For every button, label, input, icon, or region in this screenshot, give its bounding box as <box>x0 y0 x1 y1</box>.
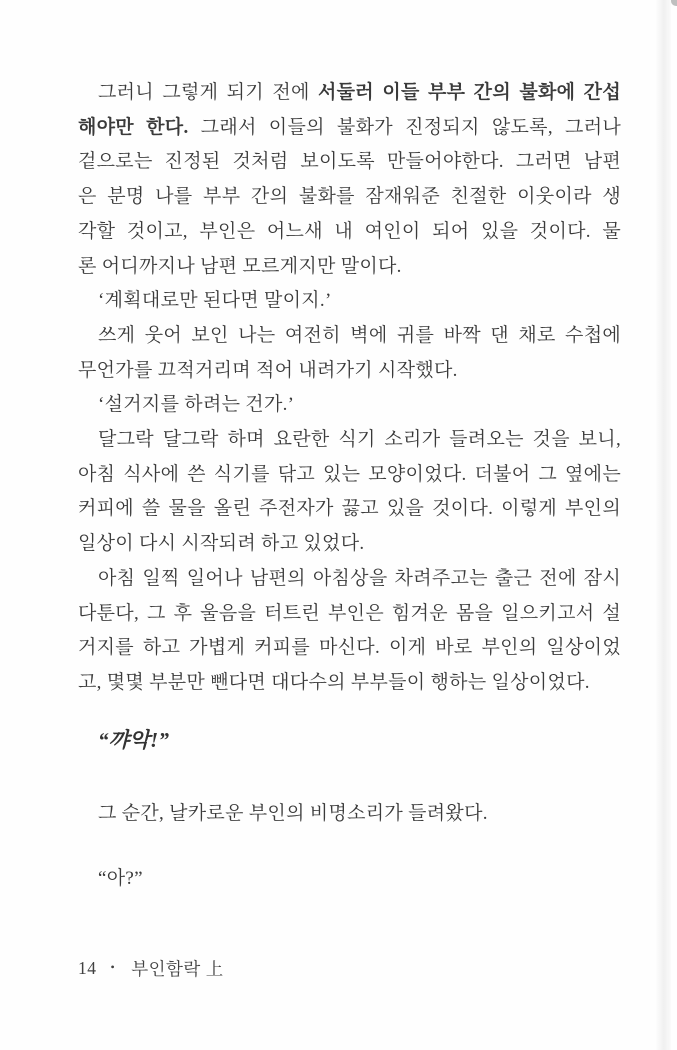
text-segment: 론 어디까지나 남편 모르게지만 말이다. <box>78 255 402 277</box>
paragraph <box>78 319 621 388</box>
text-line <box>78 597 621 632</box>
page-text <box>78 76 621 897</box>
text-line <box>78 180 621 215</box>
text-line <box>78 723 621 758</box>
text-segment: 아침 식사에 쓴 식기를 닦고 있는 모양이었다. 더불어 그 옆에는 <box>78 463 621 485</box>
text-line <box>78 666 621 701</box>
text-segment: 커피에 쓸 물을 올린 주전자가 끓고 있을 것이다. 이렇게 부인의 <box>78 498 621 520</box>
text-segment: 서둘러 이들 부부 간의 불화에 간섭 <box>318 82 621 103</box>
text-line <box>78 76 621 111</box>
text-line <box>78 319 621 354</box>
text-segment: “아?” <box>98 868 143 890</box>
paragraph <box>78 562 621 701</box>
text-line <box>78 527 621 562</box>
text-line <box>78 423 621 458</box>
text-line <box>78 631 621 666</box>
scan-corner-mark <box>671 0 677 6</box>
text-line <box>78 284 621 319</box>
text-line <box>78 215 621 250</box>
text-segment: 겉으로는 진정된 것처럼 보이도록 만들어야한다. 그러면 남편 <box>78 151 621 173</box>
text-segment: 아침 일찍 일어나 남편의 아침상을 차려주고는 출근 전에 잠시 <box>98 567 621 589</box>
text-line <box>78 111 621 146</box>
text-line <box>78 145 621 180</box>
paragraph <box>78 723 621 758</box>
text-segment: 그래서 이들의 불화가 진정되지 않도록, 그러나 <box>200 116 621 138</box>
text-segment: “꺄악!” <box>98 727 170 752</box>
paragraph <box>78 284 621 319</box>
book-title: 부인함락 上 <box>131 959 224 979</box>
text-segment: 은 분명 나를 부부 간의 불화를 잠재워준 친절한 이웃이라 생 <box>78 186 621 208</box>
text-segment: 다툰다, 그 후 울음을 터트린 부인은 힘겨운 몸을 일으키고서 설 <box>78 602 621 624</box>
text-line <box>78 797 621 832</box>
text-line <box>78 458 621 493</box>
paragraph <box>78 388 621 423</box>
text-segment: 무언가를 끄적거리며 적어 내려가기 시작했다. <box>78 359 458 381</box>
text-segment: 일상이 다시 시작되려 하고 있었다. <box>78 533 365 555</box>
paragraph <box>78 797 621 832</box>
text-segment: 그 순간, 날카로운 부인의 비명소리가 들려왔다. <box>98 803 488 825</box>
paragraph <box>78 862 621 897</box>
scan-edge-shadow <box>655 0 671 1050</box>
text-segment: 고, 몇몇 부분만 뺀다면 대다수의 부부들이 행하는 일상이었다. <box>78 671 590 693</box>
text-segment: 각할 것이고, 부인은 어느새 내 여인이 되어 있을 것이다. 물 <box>78 220 621 242</box>
paragraph <box>78 423 621 562</box>
text-segment: 해야만 한다. <box>78 116 201 138</box>
paragraph <box>78 76 621 284</box>
text-segment: ‘계획대로만 된다면 말이지.’ <box>98 290 332 312</box>
footer-separator-dot: • <box>110 960 116 974</box>
text-line <box>78 388 621 423</box>
text-line <box>78 862 621 897</box>
text-segment: 그러니 그렇게 되기 전에 <box>98 82 318 103</box>
text-line <box>78 562 621 597</box>
text-line <box>78 354 621 389</box>
page-number: 14 <box>78 958 97 978</box>
text-segment: 쓰게 웃어 보인 나는 여전히 벽에 귀를 바짝 댄 채로 수첩에 <box>98 324 621 346</box>
text-segment: 거지를 하고 가볍게 커피를 마신다. 이게 바로 부인의 일상이었 <box>78 637 621 659</box>
text-line <box>78 250 621 285</box>
text-line <box>78 492 621 527</box>
page-footer <box>78 956 224 981</box>
text-segment: 달그락 달그락 하며 요란한 식기 소리가 들려오는 것을 보니, <box>98 429 621 451</box>
text-segment: ‘설거지를 하려는 건가.’ <box>98 394 295 416</box>
